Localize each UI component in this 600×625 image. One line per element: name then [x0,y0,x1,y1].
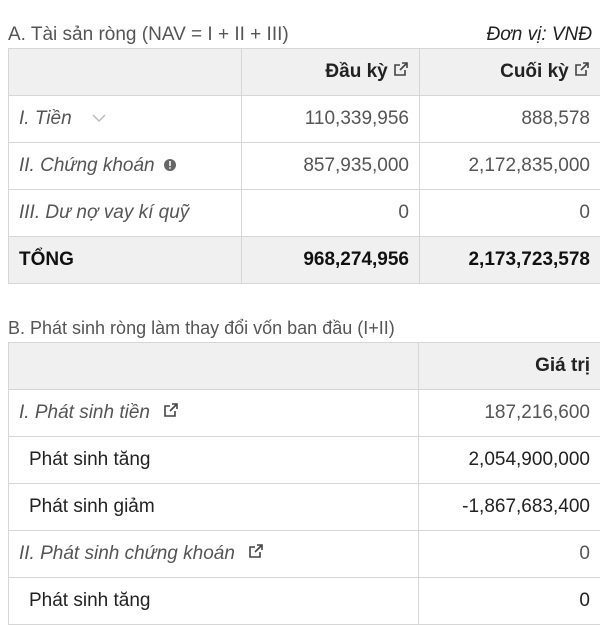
sub-row-label: Phát sinh giảm [9,484,419,531]
external-link-icon[interactable] [248,543,264,565]
external-link-icon[interactable] [574,61,590,83]
unit-label: Đơn vị: VNĐ [487,24,600,46]
table-row [9,143,600,190]
info-icon[interactable] [164,155,176,177]
table-row[interactable] [9,390,600,437]
start-value: 857,935,000 [242,143,420,190]
row-label: III. Dư nợ vay kí quỹ [9,190,242,237]
row-label [9,96,242,143]
total-end-value: 2,173,723,578 [420,237,600,284]
start-value: 110,339,956 [242,96,420,143]
sub-row-label: Phát sinh tăng [9,578,419,625]
header-empty [9,343,419,390]
end-value: 0 [420,190,600,237]
value-cell: 0 [419,531,600,578]
sub-row-label: Phát sinh tăng [9,437,419,484]
header-start-label: Đầu kỳ [325,61,387,82]
nav-table [8,48,600,284]
header-end-label: Cuối kỳ [500,61,569,82]
value-cell: 2,054,900,000 [419,437,600,484]
total-row [9,237,600,284]
row-label-text: II. Chứng khoán [19,155,155,176]
table-row [9,190,600,237]
section-a-header [0,24,600,46]
row-label [9,390,419,437]
changes-table [8,342,600,625]
external-link-icon[interactable] [163,402,179,424]
row-label [9,531,419,578]
table-row [9,578,600,625]
header-empty [9,49,242,96]
header-value: Giá trị [419,343,600,390]
end-value: 888,578 [420,96,600,143]
value-cell: 187,216,600 [419,390,600,437]
value-cell: 0 [419,578,600,625]
value-cell: -1,867,683,400 [419,484,600,531]
section-b-header [0,318,600,339]
row-label [9,143,242,190]
row-label-text: II. Phát sinh chứng khoán [19,543,235,564]
total-start-value: 968,274,956 [242,237,420,284]
end-value: 2,172,835,000 [420,143,600,190]
start-value: 0 [242,190,420,237]
external-link-icon[interactable] [393,61,409,83]
header-end[interactable] [420,49,600,96]
table-row[interactable] [9,96,600,143]
row-label-text: I. Phát sinh tiền [19,402,150,423]
row-label-text: I. Tiền [19,108,72,129]
header-start[interactable] [242,49,420,96]
section-a-title: A. Tài sản ròng (NAV = I + II + III) [0,24,289,46]
table-row[interactable] [9,531,600,578]
chevron-down-icon[interactable] [91,108,107,130]
table-row [9,437,600,484]
table-row [9,484,600,531]
section-b-title: B. Phát sinh ròng làm thay đổi vốn ban đầu (I+II) [0,318,395,339]
total-label: TỔNG [9,237,242,284]
